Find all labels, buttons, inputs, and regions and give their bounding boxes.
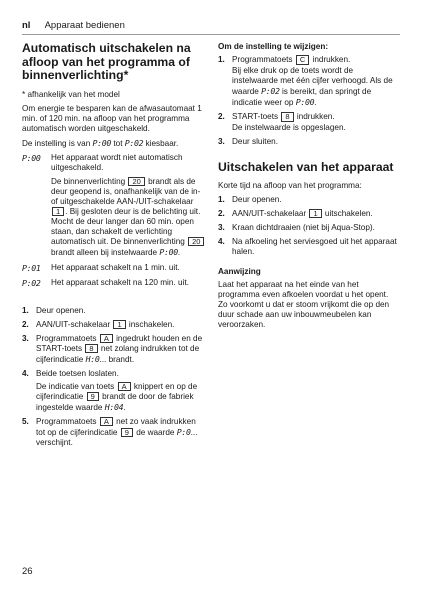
switch-off-list (218, 195, 400, 257)
list-item: 1. Deur openen. (218, 194, 282, 204)
display-code: P:02 (22, 277, 41, 288)
list-item: 3. Kraan dichtdraaien (niet bij Aqua-Stop). (218, 222, 375, 232)
key-label: 20 (188, 237, 204, 247)
display-code: P:00 (22, 152, 41, 163)
change-setting-list (218, 55, 400, 147)
key-label: A (100, 417, 113, 427)
change-setting-heading: Om de instelling te wijzigen: (218, 42, 329, 51)
list-item: 4. Beide toetsen loslaten. De indicatie van toets A knippert en op de cijferindicatie 9 brandt de door de fabriek ingestelde waarde H:04. (22, 368, 198, 412)
header-divider (22, 34, 400, 35)
display-code: P:00 (295, 97, 315, 107)
list-item: 2. AAN/UIT-schakelaar 1 inschakelen. (22, 319, 175, 329)
key-label: 8 (281, 112, 293, 122)
setting-definition-p02: P:02 Het apparaat schakelt na 120 min. uit. (22, 277, 189, 288)
list-item: 3. Deur sluiten. (218, 137, 278, 146)
display-code: P:02 (261, 86, 280, 96)
setting-definition-p00: P:00 Het apparaat wordt niet automatisch uitgeschakeld. De binnenverlichting 20 brandt als de deur geopend is, onafhankelijk van de in- of uitgeschakelde AAN-/UIT-schakelaar 1 . Bij gesloten deur is de belichting uit. Mocht de deur langer dan 60 min. open staan, dan schakelt de verlichting automatisch uit. De binnenverlichting 20 brandt alleen bij instelwaarde P:00. (22, 153, 207, 258)
key-label: 1 (113, 320, 125, 330)
model-footnote: * afhankelijk van het model (22, 89, 120, 99)
display-code: P:0 (176, 426, 191, 437)
key-label: 8 (85, 344, 97, 354)
display-code: P:01 (22, 262, 41, 273)
key-label: A (118, 382, 131, 392)
key-label: 9 (87, 392, 99, 402)
display-code: P:00 (92, 137, 112, 148)
setting-definition-p01: P:01 Het apparaat schakelt na 1 min. uit. (22, 262, 180, 273)
list-item: 1. Programmatoets C indrukken. Bij elke druk op de toets wordt de instelwaarde met één cijfer verhoogd. Als de waarde P:02 is bereikt, dan springt de indicatie weer op P:00. (218, 55, 393, 107)
display-code: P:00 (159, 246, 178, 257)
key-label: 20 (128, 177, 144, 187)
key-label: 9 (121, 428, 133, 438)
key-label: C (296, 55, 309, 65)
language-code: nl (22, 20, 31, 31)
list-item: 2. AAN/UIT-schakelaar 1 uitschakelen. (218, 208, 373, 218)
auto-off-heading: Automatisch uitschakelen na afloop van het programma of binnenverlichting* (22, 41, 191, 82)
list-item: 4. Na afkoeling het serviesgoed uit het apparaat halen. (218, 236, 397, 256)
list-item: 3. Programmatoets A ingedrukt houden en de START-toets 8 net zolang indrukken tot de cijferindicatie H:0... brandt. (22, 333, 203, 364)
list-item: 2. START-toets 8 indrukken. De instelwaarde is opgeslagen. (218, 112, 346, 132)
left-column (22, 42, 207, 452)
list-item: 5. Programmatoets A net zo vaak indrukken tot op de cijferindicatie 9 de waarde P:0... verschijnt. (22, 416, 198, 447)
display-code: P:02 (124, 137, 144, 148)
page-header (22, 20, 125, 31)
key-label: A (100, 334, 113, 344)
section-title: Apparaat bedienen (44, 20, 125, 31)
right-column (218, 42, 400, 334)
key-label: 1 (309, 209, 321, 219)
note-text: Laat het apparaat na het einde van het programma even afkoelen voordat u het opent. Zo voorkomt u dat er stoom vrijkomt die op den duur schade aan uw inbouwmeubelen kan veroorzaken. (218, 279, 390, 329)
page-number: 26 (22, 566, 33, 577)
switch-off-heading: Uitschakelen van het apparaat (218, 160, 394, 174)
note-heading: Aanwijzing (218, 266, 261, 276)
display-code: H:04 (104, 401, 124, 412)
setting-range: De instelling is van P:00 tot P:02 kiesbaar. (22, 137, 179, 148)
procedure-list (22, 306, 207, 448)
display-code: H:0 (85, 353, 100, 364)
key-label: 1 (52, 207, 64, 217)
switch-off-intro: Korte tijd na afloop van het programma: (218, 180, 362, 190)
intro-paragraph: Om energie te besparen kan de afwasautomaat 1 min. of 120 min. na afloop van het programma automatisch worden uitgeschakeld. (22, 103, 202, 133)
list-item: 1. Deur openen. (22, 305, 86, 315)
